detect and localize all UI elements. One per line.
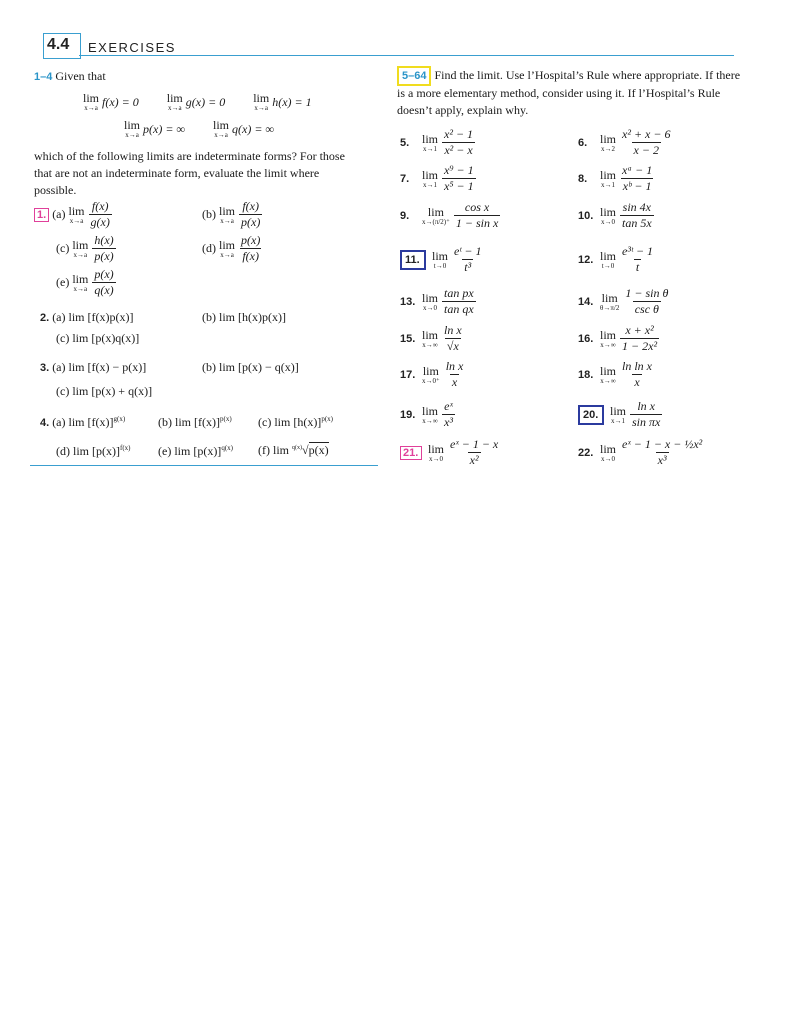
- problem-number: 20.: [578, 405, 604, 425]
- numerator: x² + x − 6: [622, 127, 671, 141]
- limit-subscript: x→1: [611, 416, 625, 425]
- limit-operator: [600, 443, 616, 463]
- problem-number: 14.: [578, 295, 594, 308]
- fraction: [442, 287, 476, 316]
- limit-operator: [422, 133, 438, 153]
- numerator: ln x: [445, 359, 464, 373]
- fraction: [620, 164, 654, 193]
- limit-operator: [610, 405, 626, 425]
- limit-operator: [432, 250, 448, 270]
- problem-2a: 2. (a) lim [f(x)p(x)]: [40, 310, 134, 324]
- denominator: t³: [464, 260, 472, 275]
- numerator: e³ᵗ − 1: [622, 244, 654, 258]
- problem-1b: (b) lim x→a $\frac{f(x)}{p(x)}$: [202, 199, 261, 230]
- denominator: x: [634, 375, 640, 390]
- limit-subscript: t→0: [433, 261, 447, 270]
- problem-2c: (c) lim [p(x)q(x)]: [56, 331, 140, 345]
- problem-11: [400, 245, 483, 274]
- limit-subscript: x→0: [601, 454, 615, 463]
- numerator: xᵃ − 1: [622, 163, 653, 177]
- limit-operator: [600, 292, 619, 312]
- problem-number: 15.: [400, 332, 416, 345]
- numerator: cos x: [464, 200, 490, 214]
- problem-7: [400, 164, 476, 193]
- problem-13: [400, 287, 476, 316]
- lim-text: lim: [432, 248, 449, 263]
- problem-3c: (c) lim [p(x) + q(x)]: [56, 384, 153, 398]
- given-row-2: [124, 119, 274, 139]
- fraction: [620, 245, 655, 274]
- numerator: x² − 1: [444, 127, 474, 141]
- intro-line: [34, 68, 106, 86]
- limit-subscript: t→0: [601, 261, 615, 270]
- limit-subscript: x→0: [601, 217, 615, 226]
- limit-subscript: x→∞: [422, 416, 438, 425]
- denominator: tan 5x: [622, 216, 652, 231]
- given-q: lim x→a q(x) = ∞: [213, 118, 274, 139]
- problem-9: [400, 201, 500, 230]
- problem-number-1: 1.: [34, 208, 49, 222]
- numerator: eˣ: [444, 399, 453, 413]
- denominator: x: [451, 375, 458, 390]
- problem-10: [578, 201, 654, 230]
- denominator: sin πx: [632, 415, 661, 430]
- problem-4d: (d) $\lim [p(x)]^{f(x)}$: [56, 444, 131, 458]
- problem-18: [578, 360, 654, 389]
- numerator: eˣ − 1 − x − ½x²: [622, 437, 703, 451]
- limit-subscript: x→∞: [422, 340, 438, 349]
- lim-text: lim: [600, 248, 617, 263]
- limit-operator: [422, 405, 438, 425]
- section-title: EXERCISES: [88, 40, 176, 55]
- problem-1a: 1. (a) lim x→a $\frac{f(x)}{g(x)}$: [34, 200, 112, 229]
- problem-16: [578, 324, 659, 353]
- denominator: x³: [444, 415, 453, 430]
- denominator: x² − x: [444, 143, 473, 158]
- limit-subscript: x→∞: [600, 376, 616, 385]
- problem-1e: (e) lim x→a $\frac{p(x)}{q(x)}$: [56, 267, 114, 298]
- lim-text: lim: [427, 204, 444, 219]
- problem-number: 22.: [578, 446, 594, 459]
- problem-number: 12.: [578, 253, 594, 266]
- fraction: [452, 245, 483, 274]
- numerator: tan px: [444, 286, 474, 300]
- problem-3b: (b) lim [p(x) − q(x)]: [202, 360, 299, 374]
- numerator: x + x²: [625, 323, 654, 337]
- limit-operator: [600, 169, 616, 189]
- lim-text: lim: [422, 167, 439, 182]
- numerator: x⁹ − 1: [444, 163, 474, 177]
- limit-subscript: x→2: [601, 144, 615, 153]
- problem-number: 21.: [400, 446, 422, 460]
- problem-number: 13.: [400, 295, 416, 308]
- fraction: [630, 400, 662, 429]
- fraction: [620, 128, 672, 157]
- problem-6: [578, 128, 672, 157]
- problem-number: 16.: [578, 332, 594, 345]
- instructions-text: Find the limit. Use l’Hospital’s Rule where appropriate. If there is a more elementary method, consider using it. If l’Hospital’s Rule doesn’t apply, explain why.: [397, 68, 741, 117]
- limit-subscript: x→1: [423, 144, 437, 153]
- denominator: t: [635, 260, 640, 275]
- fraction: [444, 360, 466, 389]
- lim-text: lim: [601, 290, 618, 305]
- fraction: [454, 201, 500, 230]
- limit-subscript: x→1: [601, 180, 615, 189]
- problem-17: [400, 360, 465, 389]
- problem-15: [400, 324, 464, 353]
- fraction: [442, 164, 476, 193]
- lim-text: lim: [422, 131, 439, 146]
- problem-20: [578, 400, 662, 429]
- problem-number: 19.: [400, 408, 416, 421]
- numerator: ln x: [637, 399, 656, 413]
- problem-number: 8.: [578, 172, 588, 185]
- denominator: √x: [446, 339, 459, 354]
- problem-14: [578, 287, 670, 316]
- lim-text: lim: [600, 131, 617, 146]
- problem-2b: (b) lim [h(x)p(x)]: [202, 310, 286, 324]
- limit-operator: [422, 365, 440, 385]
- problem-4c: (c) $\lim [h(x)]^{p(x)}$: [258, 415, 333, 429]
- fraction: [620, 438, 704, 467]
- problem-number: 6.: [578, 136, 588, 149]
- fraction: [442, 128, 475, 157]
- limit-subscript: x→∞: [600, 340, 616, 349]
- denominator: xᵇ − 1: [622, 179, 652, 194]
- lim-text: lim: [600, 204, 617, 219]
- denominator: tan qx: [444, 302, 474, 317]
- problem-number: 10.: [578, 209, 594, 222]
- numerator: sin 4x: [622, 200, 652, 214]
- fraction: [620, 360, 654, 389]
- fraction: [620, 201, 654, 230]
- limit-subscript: x→0: [429, 454, 443, 463]
- given-h: lim x→a h(x) = 1: [253, 91, 312, 112]
- lim-text: lim: [422, 327, 439, 342]
- limit-subscript: x→0⁺: [422, 376, 440, 385]
- problem-5: [400, 128, 475, 157]
- limit-operator: [600, 365, 616, 385]
- limit-operator: [422, 329, 438, 349]
- problem-number: 17.: [400, 368, 416, 381]
- lim-text: lim: [422, 290, 439, 305]
- limit-operator: [600, 206, 616, 226]
- problem-1c: (c) lim x→a $\frac{h(x)}{p(x)}$: [56, 233, 114, 264]
- given-row-1: [83, 92, 312, 112]
- denominator: x − 2: [633, 143, 659, 158]
- limit-subscript: x→0: [423, 303, 437, 312]
- problem-8: [578, 164, 654, 193]
- limit-subscript: x→1: [423, 180, 437, 189]
- fraction: [623, 287, 670, 316]
- problem-number: 7.: [400, 172, 410, 185]
- lim-text: lim: [610, 403, 627, 418]
- lim-text: lim: [428, 441, 445, 456]
- intro-text: Given that: [55, 69, 106, 83]
- problem-4f: (f) lim $^{q(x)}$√p(x): [258, 443, 329, 457]
- problem-number: 11.: [400, 250, 426, 270]
- question-text: which of the following limits are indeterminate forms? For those that are not an indeterminate form, evaluate the limit where possible.: [34, 149, 345, 197]
- limit-operator: [422, 206, 450, 226]
- numerator: eˣ − 1 − x: [450, 437, 499, 451]
- denominator: x³: [657, 453, 667, 468]
- numerator: ln ln x: [622, 359, 653, 373]
- fraction: [442, 324, 464, 353]
- problem-4b: (b) $\lim [f(x)]^{p(x)}$: [158, 415, 232, 429]
- denominator: 1 − 2x²: [622, 339, 658, 354]
- limit-operator: [600, 329, 616, 349]
- problem-19: [400, 400, 455, 429]
- problem-22: [578, 438, 704, 467]
- fraction: [442, 400, 455, 429]
- problem-12: [578, 245, 655, 274]
- intro-range: 1–4: [34, 71, 53, 83]
- denominator: csc θ: [634, 302, 659, 317]
- numerator: ln x: [444, 323, 462, 337]
- limit-operator: [600, 250, 616, 270]
- given-f: lim x→a f(x) = 0: [83, 91, 139, 112]
- numerator: eᵗ − 1: [454, 244, 482, 258]
- limit-operator: [422, 169, 438, 189]
- lim-text: lim: [422, 363, 439, 378]
- fraction: [448, 438, 500, 467]
- problem-1d: (d) lim x→a $\frac{p(x)}{f(x)}$: [202, 233, 261, 264]
- lim-text: lim: [600, 327, 617, 342]
- problem-4e: (e) $\lim [p(x)]^{q(x)}$: [158, 444, 233, 458]
- limit-operator: [600, 133, 616, 153]
- denominator: 1 − sin x: [455, 216, 499, 231]
- given-g: lim x→a g(x) = 0: [166, 91, 226, 112]
- denominator: x⁵ − 1: [444, 179, 474, 194]
- lim-text: lim: [422, 403, 439, 418]
- limit-operator: [428, 443, 444, 463]
- instructions-block: [397, 67, 742, 119]
- lim-text: lim: [600, 441, 617, 456]
- limit-operator: [422, 292, 438, 312]
- limit-subscript: x→(π/2)⁺: [422, 217, 450, 226]
- lim-text: lim: [600, 363, 617, 378]
- left-bottom-rule: [30, 465, 378, 466]
- problem-number: 5.: [400, 136, 410, 149]
- denominator: x²: [469, 453, 479, 468]
- problem-21: [400, 438, 500, 467]
- numerator: 1 − sin θ: [625, 286, 669, 300]
- problem-3a: 3. (a) lim [f(x) − p(x)]: [40, 360, 147, 374]
- section-number: 4.4: [47, 36, 70, 53]
- limit-subscript: θ→π/2: [600, 303, 620, 312]
- header-rule: [79, 55, 734, 56]
- lim-text: lim: [600, 167, 617, 182]
- problem-number: 18.: [578, 368, 594, 381]
- range-highlight: 5–64: [397, 66, 431, 86]
- given-p: lim x→a p(x) = ∞: [124, 118, 185, 139]
- problem-number: 9.: [400, 209, 410, 222]
- problem-4a: 4. (a) $\lim [f(x)]^{g(x)}$: [40, 415, 126, 429]
- fraction: [620, 324, 659, 353]
